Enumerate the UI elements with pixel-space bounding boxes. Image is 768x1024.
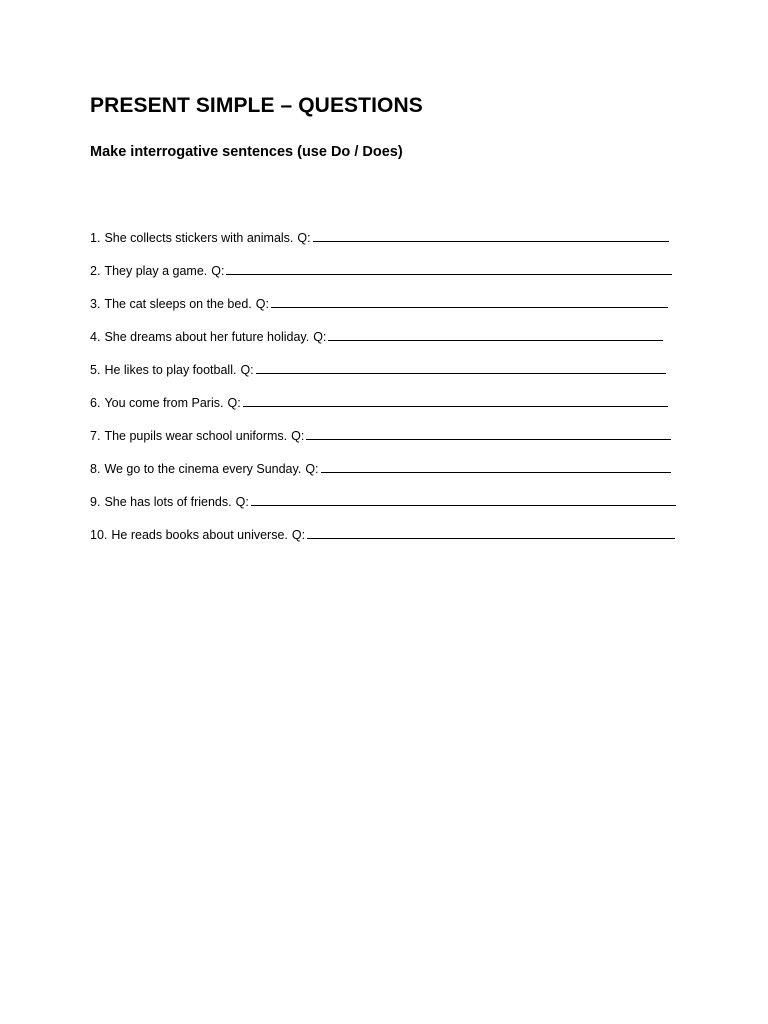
item-number: 10. xyxy=(90,528,108,542)
item-sentence: He reads books about universe. xyxy=(111,528,288,542)
item-number: 4. xyxy=(90,330,101,344)
item-number: 3. xyxy=(90,297,101,311)
item-number: 2. xyxy=(90,264,101,278)
answer-blank-5[interactable] xyxy=(256,361,666,374)
exercise-item-2 xyxy=(90,245,676,278)
item-sentence: They play a game. xyxy=(104,264,208,278)
answer-blank-2[interactable] xyxy=(226,262,672,275)
page-title: PRESENT SIMPLE – QUESTIONS xyxy=(90,94,423,117)
item-sentence: She collects stickers with animals. xyxy=(104,231,294,245)
item-number: 5. xyxy=(90,363,101,377)
answer-blank-1[interactable] xyxy=(313,229,669,242)
answer-blank-8[interactable] xyxy=(321,460,671,473)
exercise-item-4 xyxy=(90,311,676,344)
exercise-item-9 xyxy=(90,476,676,509)
answer-label: Q: xyxy=(235,495,249,509)
item-sentence: She dreams about her future holiday. xyxy=(104,330,310,344)
answer-label: Q: xyxy=(291,528,306,542)
answer-blank-7[interactable] xyxy=(306,427,671,440)
exercise-list xyxy=(90,212,676,542)
answer-blank-3[interactable] xyxy=(271,295,668,308)
item-number: 7. xyxy=(90,429,101,443)
answer-blank-9[interactable] xyxy=(251,493,676,506)
answer-label: Q: xyxy=(291,429,305,443)
item-sentence: He likes to play football. xyxy=(104,363,237,377)
item-number: 6. xyxy=(90,396,101,410)
exercise-item-7 xyxy=(90,410,676,443)
exercise-item-5 xyxy=(90,344,676,377)
item-sentence: You come from Paris. xyxy=(104,396,224,410)
answer-label: Q: xyxy=(255,297,269,311)
answer-label: Q: xyxy=(240,363,254,377)
instruction-text: Make interrogative sentences (use Do / Does) xyxy=(90,144,403,160)
item-sentence: She has lots of friends. xyxy=(104,495,232,509)
answer-label: Q: xyxy=(313,330,327,344)
answer-label: Q: xyxy=(211,264,225,278)
exercise-item-6 xyxy=(90,377,676,410)
item-number: 9. xyxy=(90,495,101,509)
item-number: 8. xyxy=(90,462,101,476)
answer-label: Q: xyxy=(227,396,241,410)
answer-blank-6[interactable] xyxy=(243,394,668,407)
answer-label: Q: xyxy=(305,462,319,476)
item-number: 1. xyxy=(90,231,101,245)
item-sentence: The pupils wear school uniforms. xyxy=(104,429,288,443)
exercise-item-1 xyxy=(90,212,676,245)
answer-blank-10[interactable] xyxy=(307,526,675,539)
item-sentence: The cat sleeps on the bed. xyxy=(104,297,252,311)
exercise-item-10 xyxy=(90,509,676,542)
answer-label: Q: xyxy=(297,231,311,245)
exercise-item-3 xyxy=(90,278,676,311)
answer-blank-4[interactable] xyxy=(328,328,663,341)
exercise-item-8 xyxy=(90,443,676,476)
item-sentence: We go to the cinema every Sunday. xyxy=(104,462,302,476)
